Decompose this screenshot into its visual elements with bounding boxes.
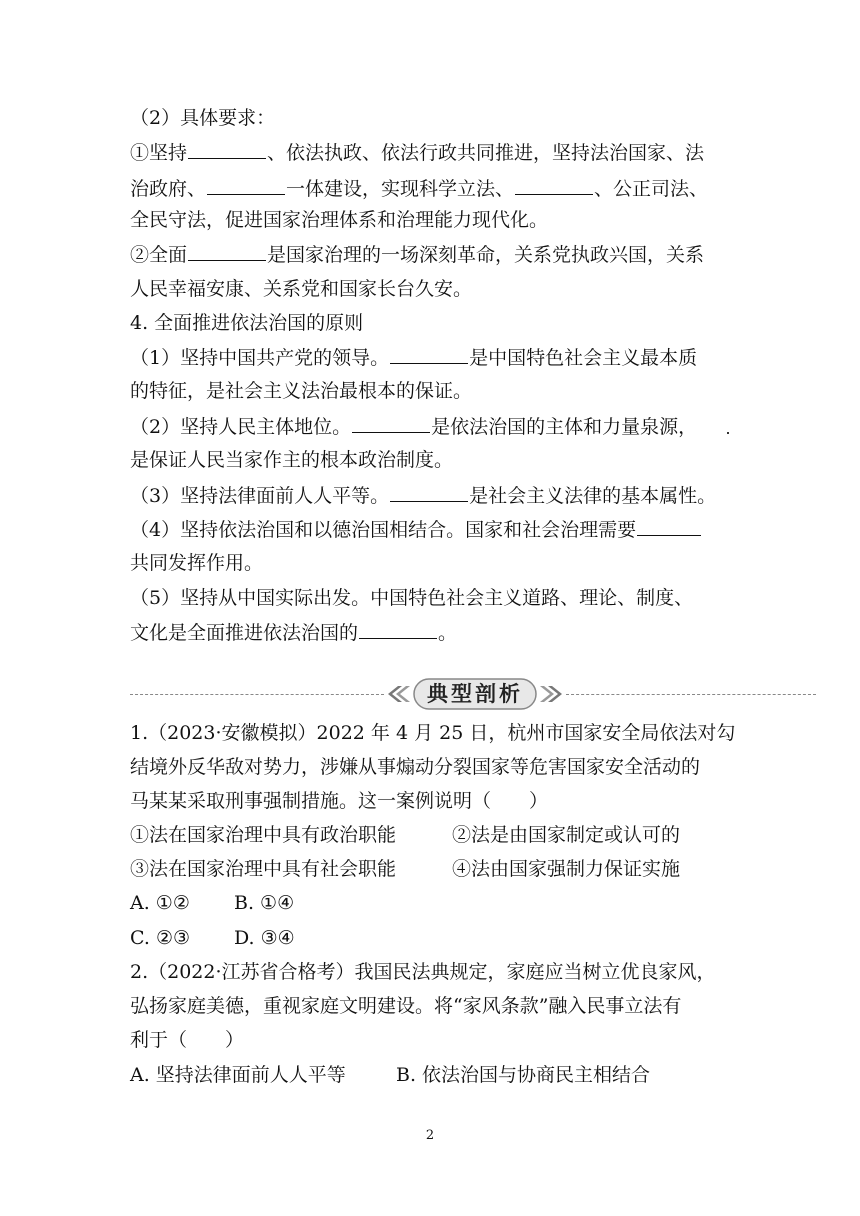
requirement-item-1-line-3: 全民守法，促进国家治理体系和治理能力现代化。 <box>130 209 549 231</box>
choice-a: A. 坚持法律面前人人平等 <box>130 1064 346 1086</box>
choice-c: C. ②③ <box>130 927 191 949</box>
fill-blank <box>637 517 701 536</box>
principle-1-line-2: 的特征，是社会主义法治最根本的保证。 <box>130 380 473 402</box>
question-1-stem-line-3: 马某某采取刑事强制措施。这一案例说明（ ） <box>130 790 549 812</box>
fill-blank <box>390 345 468 364</box>
choice-d: D. ③④ <box>234 927 295 949</box>
principle-4-line-1: （4）坚持依法治国和以德治国相结合。国家和社会治理需要 <box>130 517 730 542</box>
banner-title: 典型剖析 <box>427 682 523 706</box>
principle-4-line-2: 共同发挥作用。 <box>130 552 264 574</box>
stray-mark <box>727 432 729 434</box>
page-number: 2 <box>425 1128 435 1143</box>
requirement-item-1-line-2: 治政府、 一体建设，实现科学立法、 、公正司法、 <box>130 178 709 200</box>
requirements-heading: （2）具体要求： <box>130 107 276 129</box>
section-banner <box>384 677 566 711</box>
fill-blank <box>207 176 285 195</box>
question-1-options-row-1: ①法在国家治理中具有政治职能 ②法是由国家制定或认可的 <box>130 824 681 846</box>
fill-blank <box>188 242 266 261</box>
fill-blank <box>515 176 593 195</box>
choice-b: B. 依法治国与协商民主相结合 <box>396 1064 651 1086</box>
principle-5-line-2: 文化是全面推进依法治国的 。 <box>130 622 458 644</box>
fill-blank <box>188 140 266 159</box>
question-2-stem-line-3: 利于（ ） <box>130 1029 245 1051</box>
principle-5-line-1: （5）坚持从中国实际出发。中国特色社会主义道路、理论、制度、 <box>130 587 694 609</box>
fill-blank <box>359 620 437 639</box>
principle-2-line-2: 是保证人民当家作主的根本政治制度。 <box>130 449 454 471</box>
principles-heading: 4. 全面推进依法治国的原则 <box>130 312 364 334</box>
principle-3-line: （3）坚持法律面前人人平等。 是社会主义法律的基本属性。 <box>130 485 717 507</box>
question-2-stem-line-2: 弘扬家庭美德，重视家庭文明建设。将“家风条款”融入民事立法有 <box>130 995 682 1017</box>
question-1-options-row-2: ③法在国家治理中具有社会职能 ④法由国家强制力保证实施 <box>130 858 681 880</box>
choice-b: B. ①④ <box>234 892 295 914</box>
principle-1-line-1: （1）坚持中国共产党的领导。 是中国特色社会主义最本质 <box>130 347 698 369</box>
requirement-item-2-line-1: ②全面 是国家治理的一场深刻革命，关系党执政兴国，关系 <box>130 244 705 266</box>
question-1-choices-row-1 <box>130 891 730 915</box>
fill-blank <box>390 483 468 502</box>
principle-2-line-1: （2）坚持人民主体地位。 是依法治国的主体和力量泉源， <box>130 416 698 438</box>
question-1-choices-row-2 <box>130 926 730 950</box>
requirement-item-2-line-2: 人民幸福安康、关系党和国家长台久安。 <box>130 278 473 300</box>
choice-a: A. ①② <box>130 892 190 914</box>
question-1-stem-line-1: 1.（2023·安徽模拟）2022 年 4 月 25 日，杭州市国家安全局依法对勾 <box>130 722 736 744</box>
question-2-choices-row-1 <box>130 1063 730 1087</box>
section-divider-right <box>566 694 816 695</box>
section-divider-left <box>130 694 384 695</box>
fill-blank <box>352 414 430 433</box>
question-1-stem-line-2: 结境外反华敌对势力，涉嫌从事煽动分裂国家等危害国家安全活动的 <box>130 756 701 778</box>
question-2-stem-line-1: 2.（2022·江苏省合格考）我国民法典规定，家庭应当树立优良家风， <box>130 961 716 983</box>
requirement-item-1-line-1: ①坚持 、依法执政、依法行政共同推进，坚持法治国家、法 <box>130 142 705 164</box>
